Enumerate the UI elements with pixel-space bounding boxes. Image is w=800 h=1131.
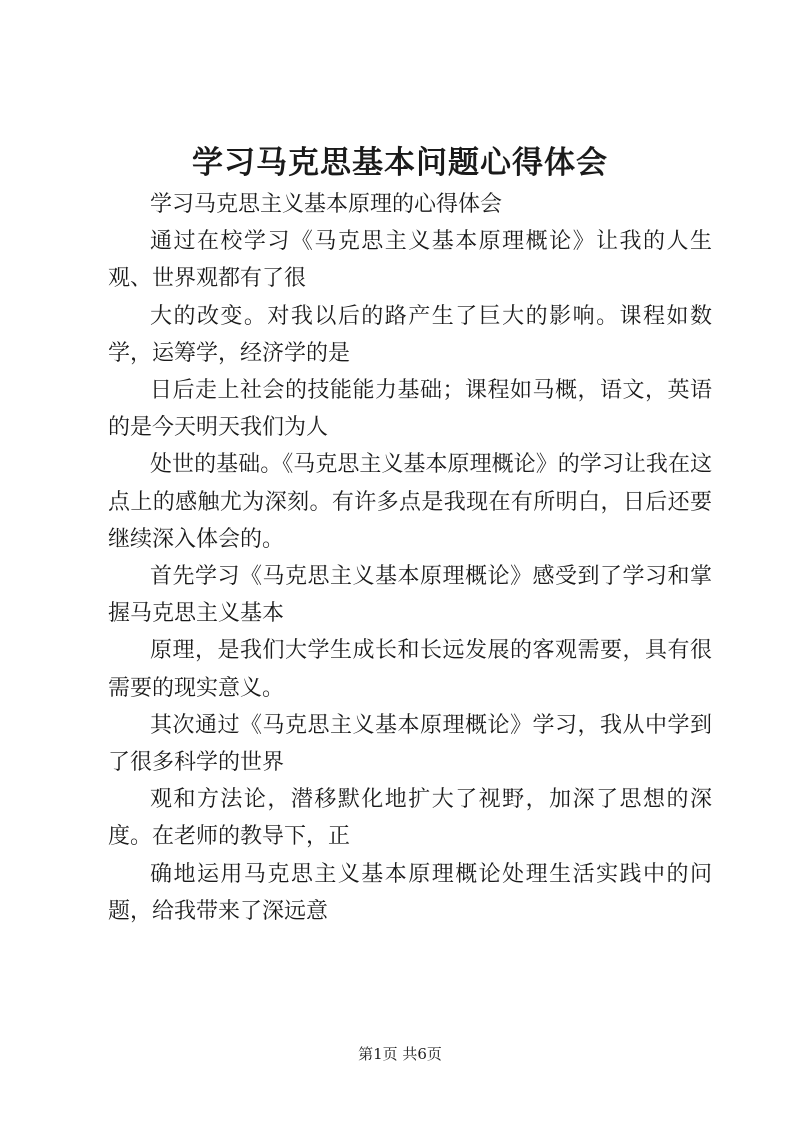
paragraph: 通过在校学习《马克思主义基本原理概论》让我的人生观、世界观都有了很 <box>108 229 712 292</box>
paragraph: 观和方法论，潜移默化地扩大了视野，加深了思想的深度。在老师的教导下，正 <box>108 787 712 850</box>
paragraph: 处世的基础。《马克思主义基本原理概论》的学习让我在这点上的感触尤为深刻。有许多点是我现在有所明白，日后还要继续深入体会的。 <box>108 452 712 552</box>
paragraph: 原理，是我们大学生成长和长远发展的客观需要，具有很需要的现实意义。 <box>108 638 712 701</box>
paragraph: 首先学习《马克思主义基本原理概论》感受到了学习和掌握马克思主义基本 <box>108 564 712 627</box>
paragraph: 学习马克思主义基本原理的心得体会 <box>150 192 503 217</box>
document-body <box>108 186 712 930</box>
paragraph: 日后走上社会的技能能力基础；课程如马概，语文，英语的是今天明天我们为人 <box>108 378 712 441</box>
document-title: 学习马克思基本问题心得体会 <box>192 145 608 181</box>
paragraph: 大的改变。对我以后的路产生了巨大的影响。课程如数学，运筹学，经济学的是 <box>108 303 712 366</box>
page-number-footer: 第1页 共6页 <box>358 1045 442 1063</box>
paragraph: 其次通过《马克思主义基本原理概论》学习，我从中学到了很多科学的世界 <box>108 712 712 776</box>
paragraph: 确地运用马克思主义基本原理概论处理生活实践中的问题，给我带来了深远意 <box>108 861 712 924</box>
